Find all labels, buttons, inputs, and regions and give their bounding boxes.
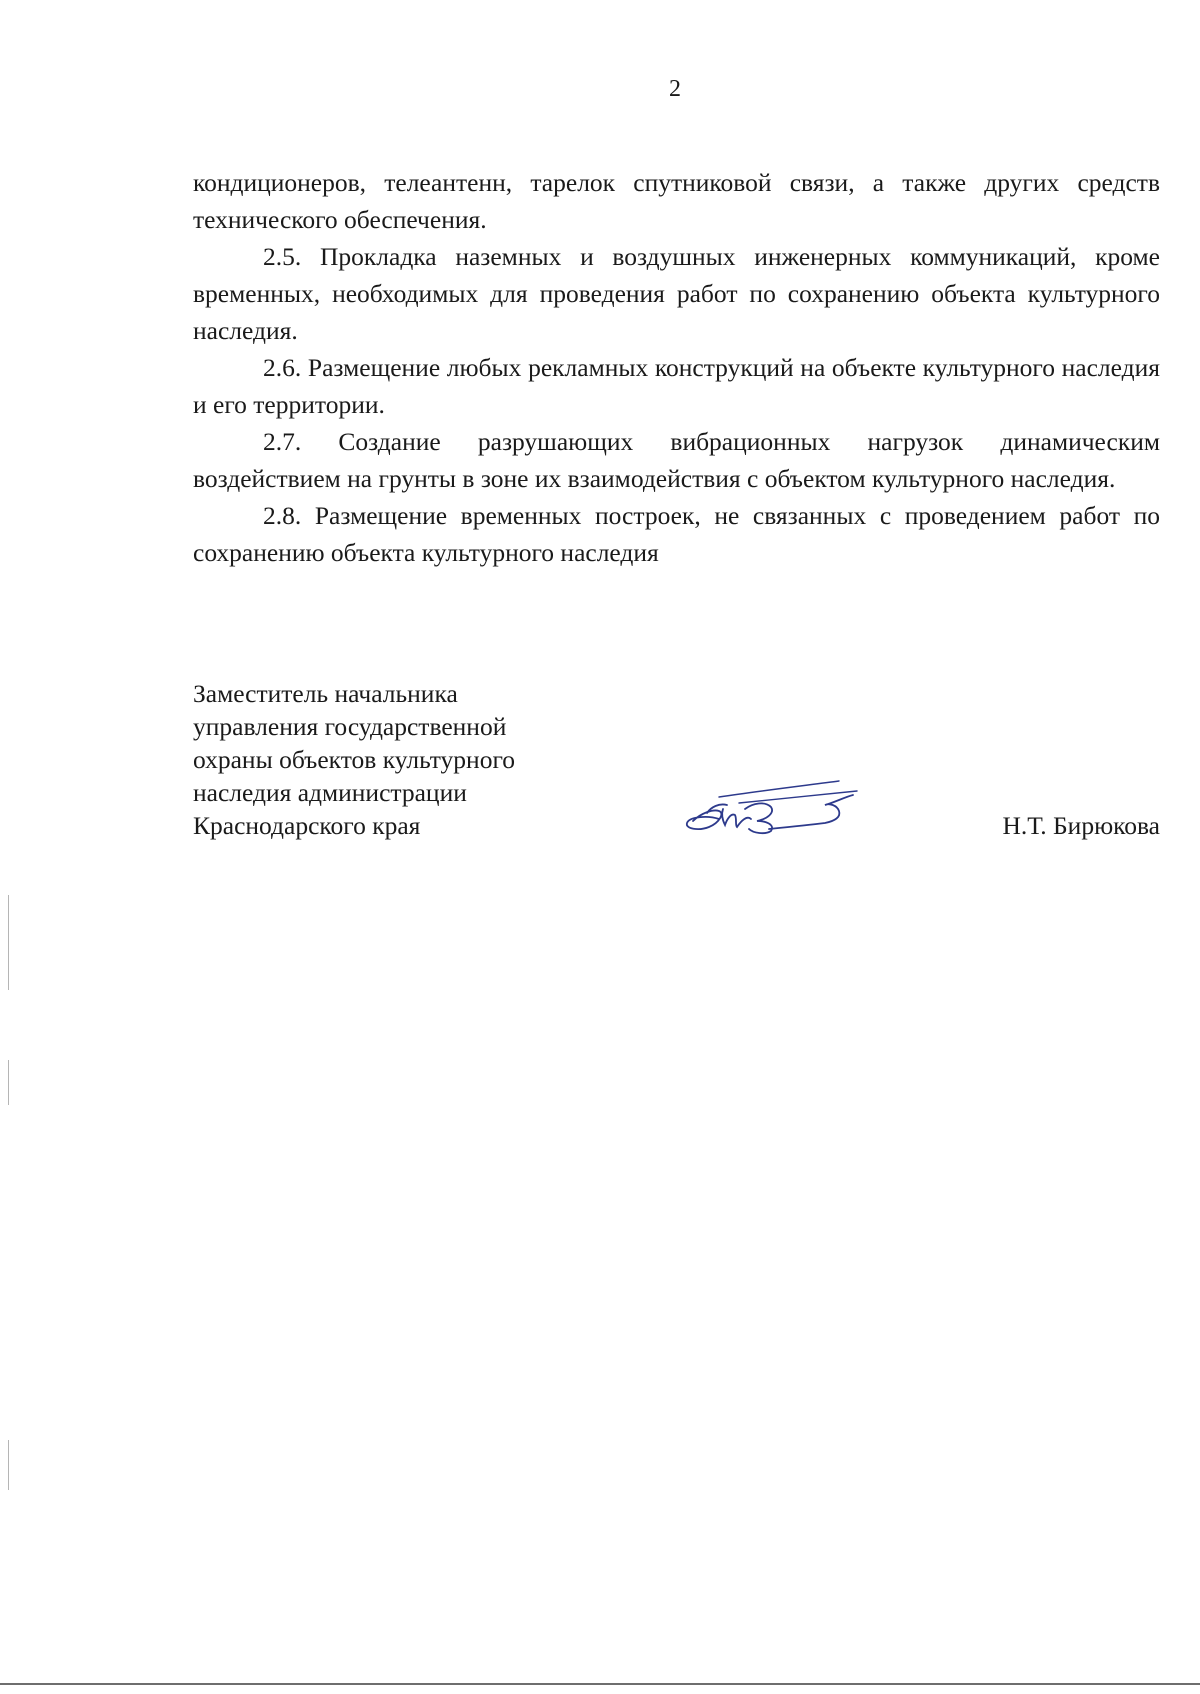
paragraph-item-2-6: 2.6. Размещение любых рекламных конструкций на объекте культурного наследия и его территории. [193, 353, 1160, 419]
position-line: управления государственной [193, 712, 507, 741]
document-body [193, 164, 1160, 571]
paragraph-item-2-7: 2.7. Создание разрушающих вибрационных нагрузок динамическим воздействием на грунты в зоне их взаимодействия с объектом культурного наследия. [193, 427, 1160, 493]
handwritten-signature [679, 773, 879, 843]
paragraph-item-2-5: 2.5. Прокладка наземных и воздушных инженерных коммуникаций, кроме временных, необходимых для проведения работ по сохранению объекта культурного наследия. [193, 242, 1160, 345]
position-line: наследия администрации [193, 778, 467, 807]
paragraph-item-2-8: 2.8. Размещение временных построек, не связанных с проведением работ по сохранению объекта культурного наследия [193, 501, 1160, 567]
paragraph-continuation: кондиционеров, телеантенн, тарелок спутниковой связи, а также других средств технического обеспечения. [193, 168, 1160, 234]
scan-artifact-line [8, 1440, 9, 1490]
position-line: охраны объектов культурного [193, 745, 516, 774]
page-number-text: 2 [669, 76, 681, 102]
signer-position [193, 677, 515, 842]
page-number [0, 76, 1200, 103]
position-line: Краснодарского края [193, 811, 421, 840]
signer-name: Н.Т. Бирюкова [1002, 811, 1160, 840]
scan-artifact-line [8, 895, 9, 990]
position-line: Заместитель начальника [193, 679, 458, 708]
bottom-edge-line [0, 1683, 1200, 1685]
signature-block [193, 677, 1160, 857]
scan-artifact-line [8, 1060, 9, 1105]
